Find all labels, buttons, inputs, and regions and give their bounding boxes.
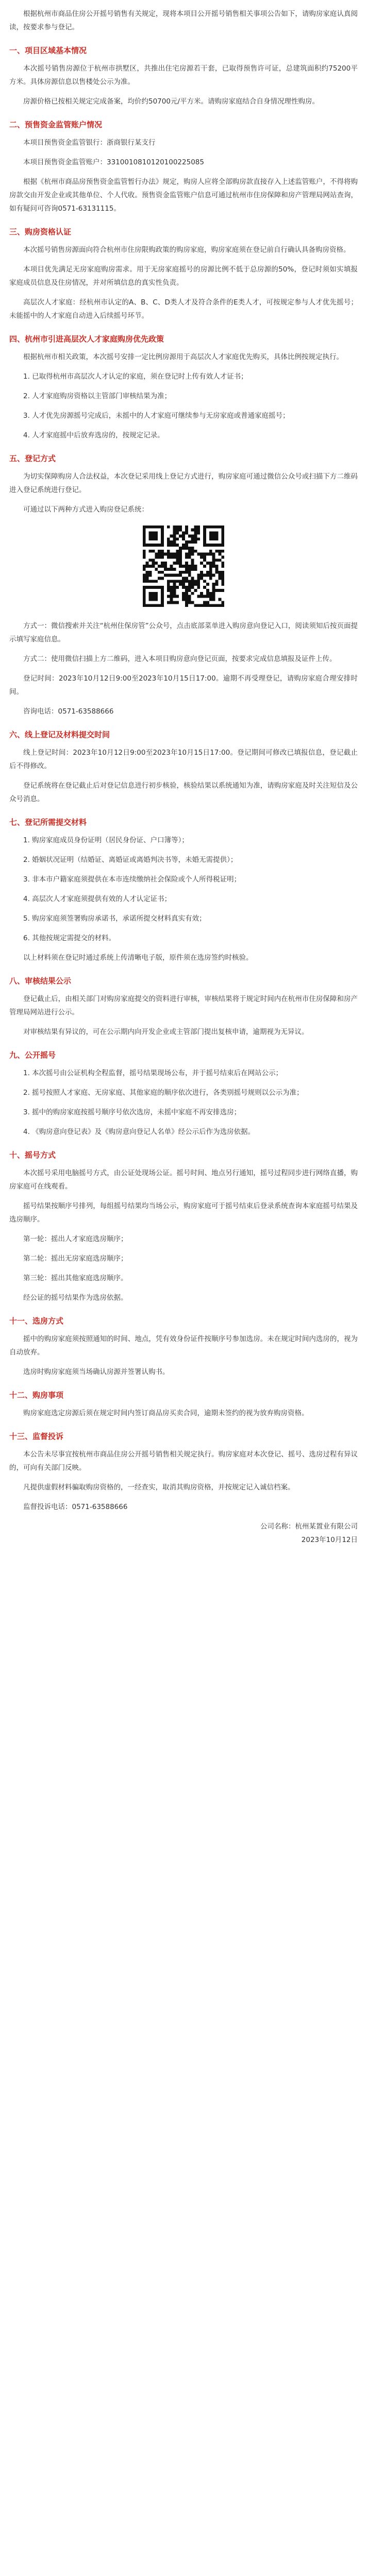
section-heading: 五、登记方式 [9, 454, 56, 463]
section-heading: 三、购房资格认证 [9, 227, 72, 236]
body-paragraph: 可通过以下两种方式进入购房登记系统： [23, 505, 148, 514]
body-paragraph: 本次摇号采用电脑摇号方式，由公证处现场公证。摇号时间、地点另行通知，摇号过程同步进行网络直播，购房家庭可在线观看。 [9, 1169, 358, 1191]
section-heading: 十三、监督投诉 [9, 1432, 64, 1441]
body-paragraph: 登记系统将在登记截止后对登记信息进行初步核验，核验结果以系统通知为准，请购房家庭及时关注短信及公众号消息。 [9, 782, 358, 803]
body-paragraph: 根据杭州市相关政策，本次摇号安排一定比例房源用于高层次人才家庭优先购买，具体比例按规定执行。 [23, 353, 343, 361]
company-name: 公司名称：杭州某置业有限公司 [260, 1522, 358, 1531]
body-paragraph: 选房时购房家庭须当场确认房源并签署认购书。 [23, 1368, 170, 1376]
body-paragraph: 1. 已取得杭州市高层次人才认定的家庭，须在登记时上传有效人才证书； [23, 372, 248, 381]
footer-signature [9, 1520, 358, 1547]
section-heading: 八、审核结果公示 [9, 976, 72, 986]
body-paragraph: 购房家庭选定房源后须在规定时间内签订商品房买卖合同，逾期未签约的视为放弃购房资格。 [23, 1409, 309, 1417]
section-heading: 六、线上登记及材料提交时间 [9, 730, 110, 739]
body-paragraph: 方式二：使用微信扫描上方二维码，进入本项目购房意向登记页面，按要求完成信息填报及证件上传。 [23, 655, 337, 663]
section-heading: 十二、购房事项 [9, 1391, 64, 1400]
body-paragraph: 3. 人才优先房源摇号完成后，未摇中的人才家庭可继续参与无房家庭或普通家庭摇号； [23, 412, 290, 420]
section-heading: 一、项目区域基本情况 [9, 46, 87, 55]
body-paragraph: 第二轮：摇出无房家庭选房顺序； [23, 1255, 128, 1263]
body-paragraph: 经公证的摇号结果作为选房依据。 [23, 1294, 128, 1302]
body-paragraph: 第一轮：摇出人才家庭选房顺序； [23, 1235, 128, 1243]
qr-code-container [9, 522, 358, 612]
body-paragraph: 本次摇号销售房源面向符合杭州市住房限购政策的购房家庭，购房家庭须在登记前自行确认具备购房资格。 [23, 246, 351, 254]
body-paragraph: 2. 摇号按照人才家庭、无房家庭、其他家庭的顺序依次进行，各类别摇号规则以公示为准； [23, 1089, 304, 1097]
body-paragraph: 2. 人才家庭购房资格以主管部门审核结果为准； [23, 392, 172, 400]
body-paragraph: 第三轮：摇出其他家庭选房顺序。 [23, 1274, 128, 1282]
body-paragraph: 登记时间：2023年10月12日9:00至2023年10月15日17:00。逾期不再受理登记，请购房家庭合理安排时间。 [9, 674, 358, 696]
body-paragraph: 本项目预售资金监管银行：浙商银行某支行 [23, 139, 156, 147]
body-paragraph: 登记截止后，由相关部门对购房家庭提交的资料进行审核，审核结果将于规定时间内在杭州市住房保障和房产管理局网站进行公示。 [9, 995, 358, 1016]
body-paragraph: 3. 非本市户籍家庭须提供在本市连续缴纳社会保险或个人所得税证明； [23, 875, 241, 884]
body-paragraph: 3. 摇中的购房家庭按摇号顺序号依次选房，未摇中家庭不再安排选房； [23, 1108, 241, 1116]
body-paragraph: 本项目预售资金监管账户：3310010810120100225085 [23, 158, 204, 166]
body-paragraph: 本公告未尽事宜按杭州市商品住房公开摇号销售相关规定执行。购房家庭对本次登记、摇号、选房过程有异议的，可向有关部门反映。 [9, 1450, 358, 1472]
body-paragraph: 5. 购房家庭须签署购房承诺书，承诺所提交材料真实有效； [23, 914, 206, 923]
body-paragraph: 房源价格已按相关规定完成备案，均价约50700元/平方米。请购房家庭结合自身情况理性购房。 [23, 97, 319, 106]
body-paragraph: 线上登记时间：2023年10月12日9:00至2023年10月15日17:00。登记期间可修改已填报信息，登记截止后不得修改。 [9, 749, 358, 770]
section-heading: 十、摇号方式 [9, 1150, 56, 1160]
body-paragraph: 4. 人才家庭摇中后放弃选房的，按规定记录。 [23, 431, 164, 439]
qr-code-icon[interactable] [140, 522, 227, 610]
section-heading: 七、登记所需提交材料 [9, 818, 87, 827]
section-heading: 十一、选房方式 [9, 1316, 64, 1326]
section-heading: 九、公开摇号 [9, 1050, 56, 1060]
intro-paragraph: 根据杭州市商品住房公开摇号销售有关规定，现将本项目公开摇号销售相关事项公告如下，请购房家庭认真阅读，按要求参与登记。 [9, 10, 358, 31]
body-paragraph: 4. 高层次人才家庭须提供有效的人才认定证书； [23, 895, 172, 903]
body-paragraph: 凡提供虚假材料骗取购房资格的，一经查实，取消其购房资格，并按规定记入诚信档案。 [23, 1483, 295, 1492]
body-paragraph: 对审核结果有异议的，可在公示期内向开发企业或主管部门提出复核申请，逾期视为无异议。 [23, 1028, 309, 1036]
section-heading: 四、杭州市引进高层次人才家庭购房优先政策 [9, 334, 164, 344]
body-paragraph: 1. 本次摇号由公证机构全程监督，摇号结果现场公布，并于摇号结束后在网站公示； [23, 1069, 283, 1077]
publish-date: 2023年10月12日 [301, 1536, 358, 1544]
body-paragraph: 摇号结果按顺序号排列，每组摇号结果均当场公示，购房家庭可于摇号结束后登录系统查询本家庭摇号结果及选房顺序。 [9, 1202, 358, 1224]
body-paragraph: 为切实保障购房人合法权益，本次登记采用线上登记方式进行，购房家庭可通过微信公众号或扫描下方二维码进入登记系统进行登记。 [9, 472, 358, 494]
body-paragraph: 4. 《购房意向登记表》及《购房意向登记人名单》经公示后作为选房依据。 [23, 1128, 255, 1136]
body-paragraph: 根据《杭州市商品房预售资金监管暂行办法》规定，购房人应将全部购房款直接存入上述监管账户，不得将购房款交由开发企业或其他单位、个人代收。预售资金监管账户信息可通过杭州市住房保障和房产管理局网站查询，如有疑问可咨询0571-63131115。 [9, 178, 358, 213]
body-paragraph: 高层次人才家庭：经杭州市认定的A、B、C、D类人才及符合条件的E类人才，可按规定参与人才优先摇号；未能摇中的人才家庭自动进入后续摇号环节。 [9, 298, 358, 320]
body-paragraph: 监督投诉电话：0571-63588666 [23, 1503, 128, 1511]
body-paragraph: 以上材料须在登记时通过系统上传清晰电子版，原件须在选房签约时核验。 [23, 954, 253, 962]
body-paragraph: 咨询电话：0571-63588666 [23, 707, 114, 716]
body-paragraph: 1. 购房家庭成员身份证明（居民身份证、户口簿等）； [23, 836, 189, 844]
body-paragraph: 摇中的购房家庭须按照通知的时间、地点，凭有效身份证件按顺序号参加选房。未在规定时间内选房的，视为自动放弃。 [9, 1335, 358, 1357]
body-paragraph: 本次摇号销售房源位于杭州市拱墅区，共推出住宅房源若干套，已取得预售许可证，总建筑面积约75200平方米。具体房源信息以售楼处公示为准。 [9, 64, 358, 86]
body-paragraph: 2. 婚姻状况证明（结婚证、离婚证或离婚判决书等，未婚无需提供）； [23, 856, 238, 864]
body-paragraph: 6. 其他按规定需提交的材料。 [23, 934, 116, 942]
body-paragraph: 方式一：微信搜索并关注“杭州住保房管”公众号，点击底部菜单进入购房意向登记入口，阅读须知后按页面提示填写家庭信息。 [9, 622, 358, 643]
section-heading: 二、预售资金监管账户情况 [9, 120, 103, 129]
body-paragraph: 本项目优先满足无房家庭购房需求。用于无房家庭摇号的房源比例不低于总房源的50%，登记时须如实填报家庭成员信息及住房情况，并对所填信息的真实性负责。 [9, 265, 358, 287]
